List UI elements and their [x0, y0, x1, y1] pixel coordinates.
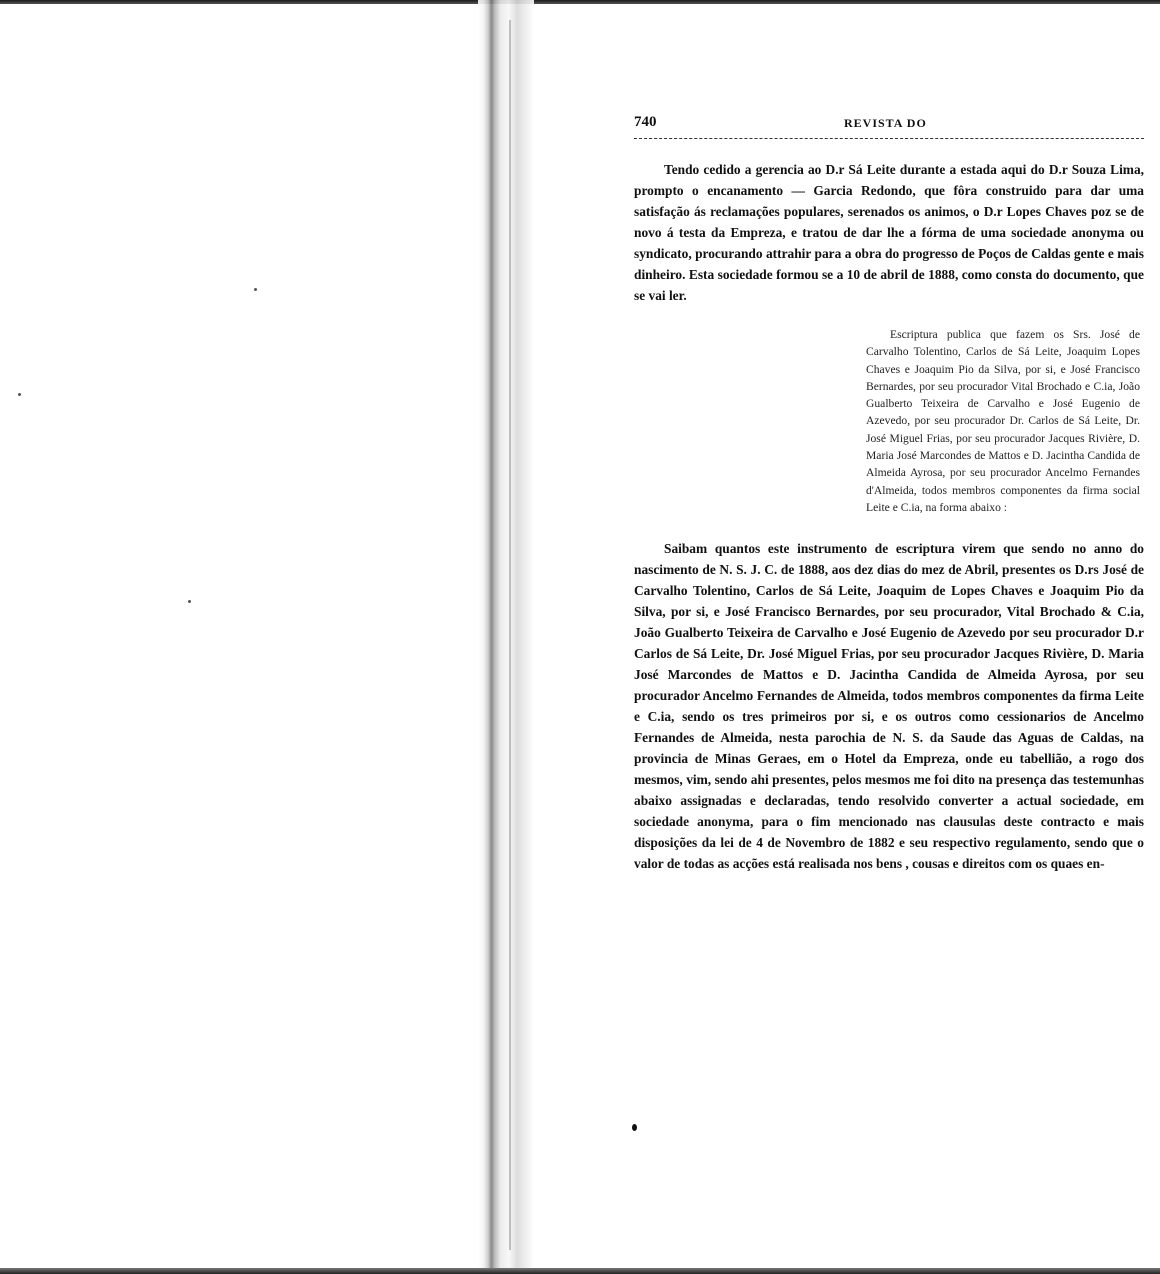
paragraph-intro: Tendo cedido a gerencia ao D.r Sá Leite durante a estada aqui do D.r Souza Lima, prompto o encanamento — Garcia Redondo, que fôra construido para dar uma satisfação ás reclamações populares, serenados os animos, o D.r Lopes Chaves poz se de novo á testa da Empreza, e tratou de dar lhe a fórma de uma sociedade anonyma ou syndicato, procurando attrahir para a obra do progresso de Poços de Caldas gente e mais dinheiro. Esta sociedade formou se a 10 de abril de 1888, como consta do documento, que se vai ler. — [634, 162, 1144, 303]
scan-bottom-edge — [0, 1268, 1160, 1274]
gutter-fold-line — [509, 20, 511, 1250]
book-page — [634, 112, 1144, 874]
running-head: REVISTA DO — [844, 116, 927, 130]
scan-speck — [18, 393, 21, 396]
scan-top-edge — [0, 0, 1160, 4]
page-header — [634, 112, 1144, 139]
paragraph-deed: Saibam quantos este instrumento de escriptura virem que sendo no anno do nascimento de N. S. J. C. de 1888, aos dez dias do mez de Abril, presentes os D.rs José de Carvalho Tolentino, Carlos de Sá Leite, Joaquim de Lopes Chaves e Joaquim Pio da Silva, por si, e José Francisco Bernardes, por seu procurador, Vital Brochado & C.ia, João Gualberto Teixeira de Carvalho e José Eugenio de Azevedo por seu procurador D.r Carlos de Sá Leite, Dr. José Miguel Frias, por seu procurador Jacques Rivière, D. Maria José Marcondes de Mattos e D. Jacintha Candida de Almeida Ayrosa, por seu procurador Ancelmo Fernandes de Almeida, todos membros componentes da firma Leite e C.ia, sendo os tres primeiros por si, e os outros como cessionarios de Ancelmo Fernandes de Almeida, nesta parochia de N. S. da Saude das Aguas de Caldas, na provincia de Minas Geraes, em o Hotel da Empreza, onde eu tabellião, a rogo dos mesmos, vim, sendo ahi presentes, pelos mesmos me foi dito na presença das testemunhas abaixo assignadas e declaradas, tendo resolvido converter a actual sociedade, em sociedade anonyma, para o fim mencionado nas clausulas deste contracto e mais disposições da lei de 4 de Novembro de 1882 e seu respectivo regulamento, sendo que o valor de todas as acções está realisada nos bens , cousas e direitos com os quaes en- — [634, 541, 1144, 872]
scan-speck — [254, 288, 257, 291]
page-number: 740 — [634, 114, 657, 130]
citation-block: Escriptura publica que fazem os Srs. José de Carvalho Tolentino, Carlos de Sá Leite, Joaquim Lopes Chaves e Joaquim Pio da Silva, por si, e José Francisco Bernardes, por seu procurador Vital Brochado e C.ia, João Gualberto Teixeira de Carvalho e José Eugenio de Azevedo, por seu procurador Dr. Carlos de Sá Leite, Dr. José Miguel Frias, por seu procurador Jacques Rivière, D. Maria José Marcondes de Mattos e D. Jacintha Candida de Almeida Ayrosa, por seu procurador Ancelmo Fernandes d'Almeida, todos membros componentes da firma social Leite e C.ia, na forma abaixo : — [866, 328, 1140, 514]
scan-speck — [188, 600, 191, 603]
scan-mark — [632, 1124, 637, 1131]
book-gutter — [478, 0, 534, 1274]
